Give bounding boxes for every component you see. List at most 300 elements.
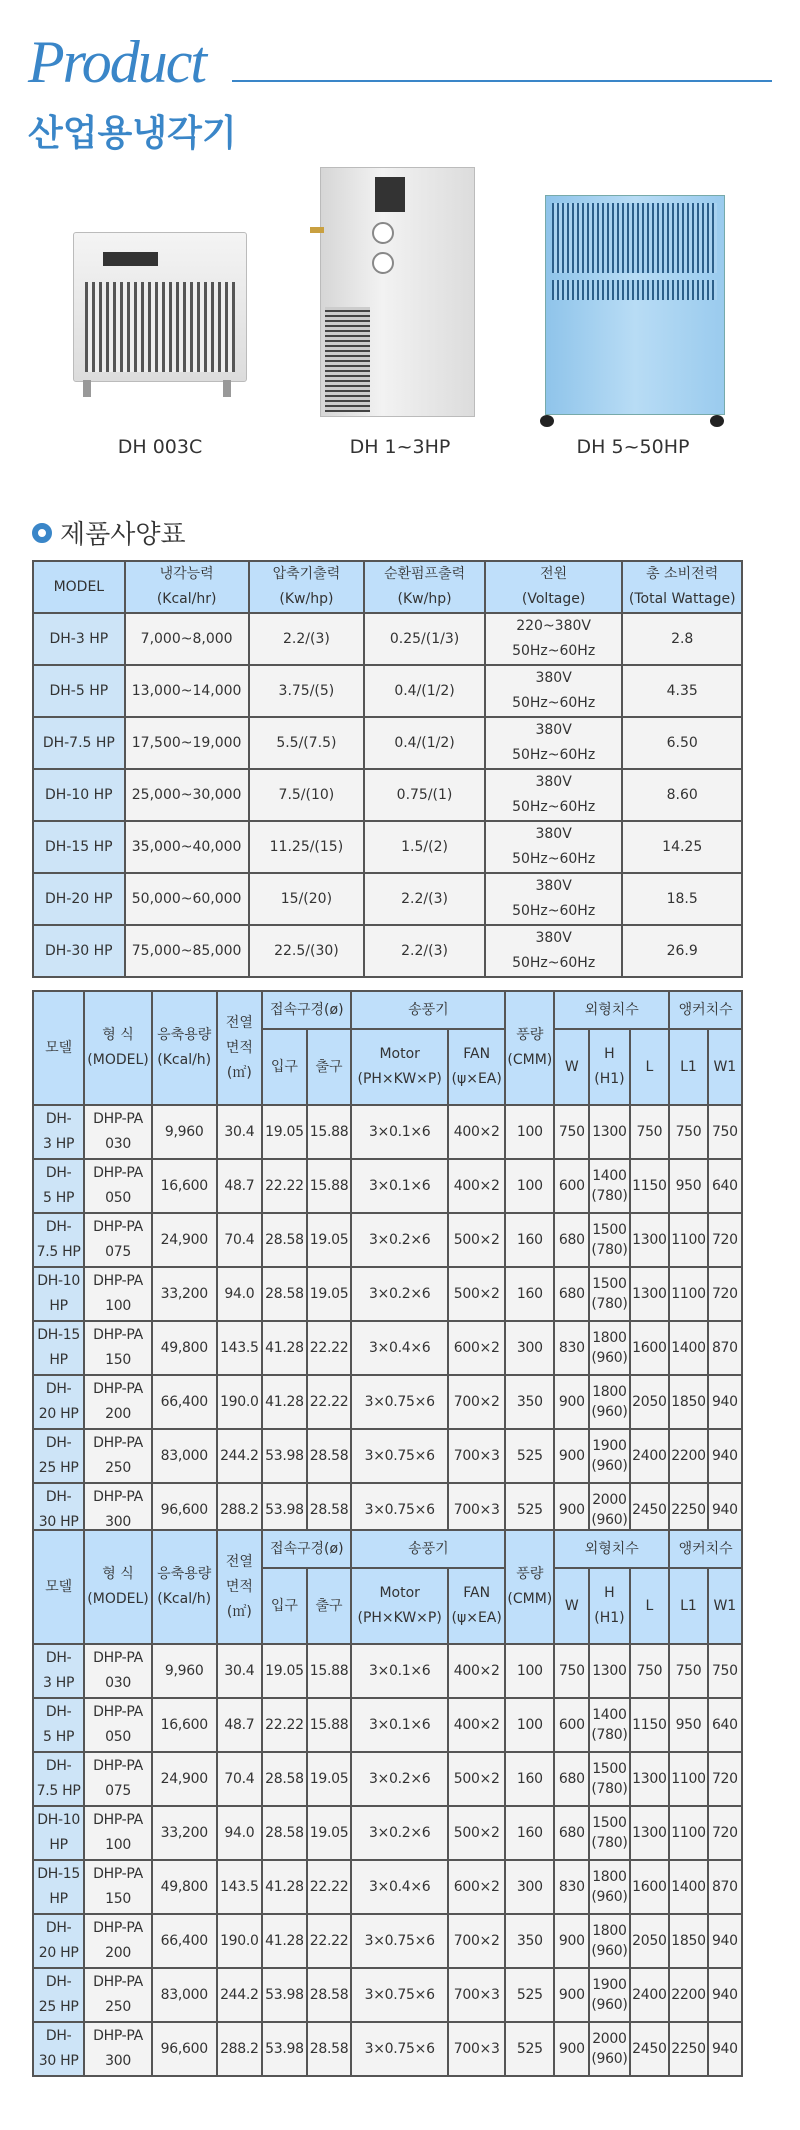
table-cell: 3×0.1×6 <box>351 1644 448 1698</box>
table-cell: 870 <box>708 1321 742 1375</box>
table-row <box>33 613 742 665</box>
header-h: H (H1) <box>589 1029 629 1105</box>
table-cell: 143.5 <box>217 1860 262 1914</box>
table-cell: 22.22 <box>307 1914 352 1968</box>
table-row <box>33 2022 742 2076</box>
table-cell: 28.58 <box>307 1483 352 1537</box>
table-cell: 1500 (780) <box>589 1267 629 1321</box>
table-cell: 900 <box>554 1968 589 2022</box>
header-condensing-capacity: 응축용량 (Kcal/h) <box>152 1530 217 1644</box>
table-cell: 4.35 <box>622 665 742 717</box>
table-row <box>33 1914 742 1968</box>
header-l1: L1 <box>669 1568 707 1644</box>
table-cell: 160 <box>505 1213 554 1267</box>
table-cell: 1400 (780) <box>589 1698 629 1752</box>
table-cell: 600×2 <box>448 1860 505 1914</box>
table-cell: 1100 <box>669 1267 707 1321</box>
table-cell: 1300 <box>589 1644 629 1698</box>
header-motor: Motor (PH×KW×P) <box>351 1568 448 1644</box>
table-cell: DHP-PA 200 <box>84 1914 152 1968</box>
table-cell: 19.05 <box>307 1806 352 1860</box>
table-cell: 3.75/(5) <box>249 665 365 717</box>
table-cell: 350 <box>505 1914 554 1968</box>
table-cell: 28.58 <box>307 1429 352 1483</box>
table-cell: 83,000 <box>152 1968 217 2022</box>
table-cell: 100 <box>505 1159 554 1213</box>
header-inlet: 입구 <box>262 1029 307 1105</box>
table-cell: 700×3 <box>448 1968 505 2022</box>
table-row <box>33 1321 742 1375</box>
table1-header: 전원 (Voltage) <box>485 561 623 613</box>
section-title: 제품사양표 <box>60 520 186 550</box>
table-cell: DHP-PA 200 <box>84 1375 152 1429</box>
table-cell: DH-10 HP <box>33 769 125 821</box>
table-cell: 53.98 <box>262 2022 307 2076</box>
header-type: 형 식 (MODEL) <box>84 1530 152 1644</box>
table-cell: 720 <box>708 1213 742 1267</box>
table-cell: 2200 <box>669 1968 707 2022</box>
header-pipe-diameter: 접속구경(ø) <box>262 1530 351 1568</box>
table-row <box>33 1698 742 1752</box>
table-cell: 16,600 <box>152 1698 217 1752</box>
table-cell: 160 <box>505 1267 554 1321</box>
table-cell: 94.0 <box>217 1806 262 1860</box>
page-subtitle: 산업용냉각기 <box>28 113 237 154</box>
table-cell: 3×0.1×6 <box>351 1159 448 1213</box>
table-cell: DH- 25 HP <box>33 1429 84 1483</box>
table-cell: DHP-PA 250 <box>84 1429 152 1483</box>
table-cell: DH-15 HP <box>33 1860 84 1914</box>
table-row <box>33 1806 742 1860</box>
table-cell: 1300 <box>589 1105 629 1159</box>
header-condensing-capacity: 응축용량 (Kcal/h) <box>152 991 217 1105</box>
table1-header: 총 소비전력 (Total Wattage) <box>622 561 742 613</box>
table-cell: 2000 (960) <box>589 2022 629 2076</box>
table-cell: 700×3 <box>448 2022 505 2076</box>
table-cell: 100 <box>505 1644 554 1698</box>
table-cell: 66,400 <box>152 1914 217 1968</box>
table-cell: 750 <box>630 1644 670 1698</box>
table-cell: 26.9 <box>622 925 742 977</box>
table-cell: 380V 50Hz~60Hz <box>485 769 623 821</box>
table-cell: 680 <box>554 1267 589 1321</box>
table-cell: DH- 30 HP <box>33 2022 84 2076</box>
table-cell: 94.0 <box>217 1267 262 1321</box>
table-cell: 288.2 <box>217 1483 262 1537</box>
table-cell: 750 <box>554 1644 589 1698</box>
table-cell: 2.2/(3) <box>249 613 365 665</box>
table-row <box>33 821 742 873</box>
table-cell: 160 <box>505 1806 554 1860</box>
table-cell: 700×3 <box>448 1429 505 1483</box>
header-air-volume: 풍량 (CMM) <box>505 991 554 1105</box>
table-cell: DH- 3 HP <box>33 1644 84 1698</box>
table-cell: DH- 5 HP <box>33 1698 84 1752</box>
table-cell: 2250 <box>669 1483 707 1537</box>
table-row <box>33 769 742 821</box>
table-cell: 28.58 <box>262 1752 307 1806</box>
table-cell: DHP-PA 050 <box>84 1698 152 1752</box>
table-cell: 160 <box>505 1752 554 1806</box>
table-cell: 2400 <box>630 1429 670 1483</box>
table-cell: 28.58 <box>262 1213 307 1267</box>
table-row <box>33 1860 742 1914</box>
table-cell: 17,500~19,000 <box>125 717 249 769</box>
table-cell: 48.7 <box>217 1159 262 1213</box>
table-cell: DH-5 HP <box>33 665 125 717</box>
product-label: DH 1~3HP <box>349 436 451 458</box>
table-cell: DH- 5 HP <box>33 1159 84 1213</box>
header-outlet: 출구 <box>307 1568 352 1644</box>
table-cell: 1500 (780) <box>589 1806 629 1860</box>
header-h: H (H1) <box>589 1568 629 1644</box>
table-row <box>33 717 742 769</box>
table-cell: 41.28 <box>262 1860 307 1914</box>
table-cell: 900 <box>554 1375 589 1429</box>
table-cell: 49,800 <box>152 1321 217 1375</box>
table-cell: 525 <box>505 1968 554 2022</box>
table-cell: 3×0.75×6 <box>351 1375 448 1429</box>
table-cell: 96,600 <box>152 2022 217 2076</box>
table-cell: 900 <box>554 2022 589 2076</box>
table-cell: 680 <box>554 1752 589 1806</box>
header-model: 모델 <box>33 1530 84 1644</box>
table-cell: DHP-PA 030 <box>84 1644 152 1698</box>
table-cell: 640 <box>708 1159 742 1213</box>
table1-header: MODEL <box>33 561 125 613</box>
table-cell: 1150 <box>630 1159 670 1213</box>
table-cell: 1850 <box>669 1914 707 1968</box>
table-cell: 3×0.2×6 <box>351 1752 448 1806</box>
table-cell: 2050 <box>630 1914 670 1968</box>
table-cell: DH-10 HP <box>33 1267 84 1321</box>
table-cell: DHP-PA 300 <box>84 1483 152 1537</box>
table-cell: 3×0.2×6 <box>351 1267 448 1321</box>
table-cell: 0.4/(1/2) <box>364 717 485 769</box>
table-cell: 870 <box>708 1860 742 1914</box>
header-fan-ea: FAN (ψ×EA) <box>448 1568 505 1644</box>
table-cell: 1300 <box>630 1806 670 1860</box>
table-cell: 15.88 <box>307 1698 352 1752</box>
table-cell: 2.2/(3) <box>364 873 485 925</box>
table-cell: 53.98 <box>262 1968 307 2022</box>
product-label: DH 003C <box>117 436 203 458</box>
table-cell: 19.05 <box>307 1752 352 1806</box>
table-cell: 400×2 <box>448 1159 505 1213</box>
table-cell: 13,000~14,000 <box>125 665 249 717</box>
table-cell: 24,900 <box>152 1752 217 1806</box>
header-l: L <box>630 1568 670 1644</box>
table-cell: DHP-PA 250 <box>84 1968 152 2022</box>
table-cell: 1600 <box>630 1321 670 1375</box>
header-inlet: 입구 <box>262 1568 307 1644</box>
table-cell: 22.22 <box>307 1860 352 1914</box>
table-cell: 70.4 <box>217 1213 262 1267</box>
table-cell: DHP-PA 075 <box>84 1213 152 1267</box>
table-cell: 1100 <box>669 1752 707 1806</box>
product-image-dh003c <box>73 222 247 397</box>
table-cell: 720 <box>708 1267 742 1321</box>
table-cell: DH-7.5 HP <box>33 717 125 769</box>
table-cell: 75,000~85,000 <box>125 925 249 977</box>
table-cell: DH-15 HP <box>33 821 125 873</box>
table-row <box>33 665 742 717</box>
table-cell: 830 <box>554 1321 589 1375</box>
spec-table-1 <box>32 560 743 978</box>
header-l1: L1 <box>669 1029 707 1105</box>
table-cell: 1.5/(2) <box>364 821 485 873</box>
table-cell: 7.5/(10) <box>249 769 365 821</box>
table-cell: DHP-PA 030 <box>84 1105 152 1159</box>
header-w: W <box>554 1029 589 1105</box>
table-cell: 400×2 <box>448 1105 505 1159</box>
table-cell: 0.4/(1/2) <box>364 665 485 717</box>
header-fan-ea: FAN (ψ×EA) <box>448 1029 505 1105</box>
table-cell: 1800 (960) <box>589 1375 629 1429</box>
table-cell: 8.60 <box>622 769 742 821</box>
table-cell: 400×2 <box>448 1644 505 1698</box>
table-cell: 3×0.4×6 <box>351 1860 448 1914</box>
table-cell: 2.8 <box>622 613 742 665</box>
table-cell: 1100 <box>669 1213 707 1267</box>
table-cell: 50,000~60,000 <box>125 873 249 925</box>
table-cell: 380V 50Hz~60Hz <box>485 821 623 873</box>
table-cell: 190.0 <box>217 1375 262 1429</box>
table-cell: 1900 (960) <box>589 1968 629 2022</box>
section-heading <box>32 514 186 551</box>
table-cell: 2200 <box>669 1429 707 1483</box>
header-model: 모델 <box>33 991 84 1105</box>
header-heat-transfer-area: 전열 면적 (㎡) <box>217 1530 262 1644</box>
table-cell: DHP-PA 150 <box>84 1860 152 1914</box>
table-cell: 640 <box>708 1698 742 1752</box>
table-cell: 244.2 <box>217 1429 262 1483</box>
header-outlet: 출구 <box>307 1029 352 1105</box>
header-l: L <box>630 1029 670 1105</box>
table-cell: 9,960 <box>152 1105 217 1159</box>
table-cell: DHP-PA 050 <box>84 1159 152 1213</box>
table-cell: 1600 <box>630 1860 670 1914</box>
header-dimensions: 외형치수 <box>554 991 669 1029</box>
table-cell: 22.22 <box>262 1159 307 1213</box>
table-cell: 33,200 <box>152 1806 217 1860</box>
table-cell: 1500 (780) <box>589 1213 629 1267</box>
table-cell: 940 <box>708 1968 742 2022</box>
table-cell: 3×0.2×6 <box>351 1806 448 1860</box>
table-cell: 143.5 <box>217 1321 262 1375</box>
table-cell: 3×0.2×6 <box>351 1213 448 1267</box>
table-cell: 3×0.75×6 <box>351 1429 448 1483</box>
table-cell: 940 <box>708 2022 742 2076</box>
title-divider <box>232 80 772 82</box>
table-cell: 680 <box>554 1806 589 1860</box>
table-cell: 100 <box>505 1105 554 1159</box>
table-cell: 2.2/(3) <box>364 925 485 977</box>
table-row <box>33 1968 742 2022</box>
spec-table-3 <box>32 1529 743 2077</box>
table-cell: DH- 25 HP <box>33 1968 84 2022</box>
header-fan: 송풍기 <box>351 1530 505 1568</box>
table-cell: 190.0 <box>217 1914 262 1968</box>
table-cell: 2050 <box>630 1375 670 1429</box>
table-cell: 6.50 <box>622 717 742 769</box>
product-image-dh5-50hp <box>540 195 733 427</box>
table-cell: 700×2 <box>448 1914 505 1968</box>
table-cell: DHP-PA 100 <box>84 1806 152 1860</box>
header-anchor: 앵커치수 <box>669 991 742 1029</box>
table-cell: 525 <box>505 1429 554 1483</box>
table-cell: DH- 20 HP <box>33 1914 84 1968</box>
table-cell: 1500 (780) <box>589 1752 629 1806</box>
table-cell: 11.25/(15) <box>249 821 365 873</box>
table-cell: 1900 (960) <box>589 1429 629 1483</box>
header-motor: Motor (PH×KW×P) <box>351 1029 448 1105</box>
table-cell: 1100 <box>669 1806 707 1860</box>
table1-header: 냉각능력 (Kcal/hr) <box>125 561 249 613</box>
table-row <box>33 1375 742 1429</box>
table-cell: 49,800 <box>152 1860 217 1914</box>
table-cell: 25,000~30,000 <box>125 769 249 821</box>
table-cell: 28.58 <box>262 1806 307 1860</box>
table-cell: 15.88 <box>307 1159 352 1213</box>
table-cell: 19.05 <box>262 1105 307 1159</box>
table-cell: 22.22 <box>307 1321 352 1375</box>
table-cell: 18.5 <box>622 873 742 925</box>
table-cell: 22.22 <box>307 1375 352 1429</box>
table-cell: DHP-PA 150 <box>84 1321 152 1375</box>
table-cell: 720 <box>708 1752 742 1806</box>
table-cell: 244.2 <box>217 1968 262 2022</box>
table-cell: 400×2 <box>448 1698 505 1752</box>
page-title: Product <box>28 29 206 95</box>
table-cell: 53.98 <box>262 1483 307 1537</box>
table-cell: 1300 <box>630 1267 670 1321</box>
header-w1: W1 <box>708 1029 742 1105</box>
header-heat-transfer-area: 전열 면적 (㎡) <box>217 991 262 1105</box>
table-cell: 0.25/(1/3) <box>364 613 485 665</box>
table-cell: 350 <box>505 1375 554 1429</box>
table-cell: DHP-PA 075 <box>84 1752 152 1806</box>
table-cell: 1850 <box>669 1375 707 1429</box>
table-cell: 1150 <box>630 1698 670 1752</box>
header-pipe-diameter: 접속구경(ø) <box>262 991 351 1029</box>
table-cell: 500×2 <box>448 1213 505 1267</box>
table-cell: 600×2 <box>448 1321 505 1375</box>
table-cell: 2400 <box>630 1968 670 2022</box>
header-fan: 송풍기 <box>351 991 505 1029</box>
product-image-dh1-3hp <box>310 167 480 420</box>
table-cell: 750 <box>554 1105 589 1159</box>
table-cell: 3×0.75×6 <box>351 1914 448 1968</box>
table-cell: 2000 (960) <box>589 1483 629 1537</box>
table-row <box>33 1644 742 1698</box>
table-cell: DH- 30 HP <box>33 1483 84 1537</box>
table-cell: 220~380V 50Hz~60Hz <box>485 613 623 665</box>
table-cell: DH- 7.5 HP <box>33 1213 84 1267</box>
table-cell: DH- 3 HP <box>33 1105 84 1159</box>
product-label: DH 5~50HP <box>576 436 690 458</box>
table-cell: 940 <box>708 1375 742 1429</box>
table-cell: 35,000~40,000 <box>125 821 249 873</box>
table-cell: 3×0.4×6 <box>351 1321 448 1375</box>
table-cell: 600 <box>554 1698 589 1752</box>
table-cell: 16,600 <box>152 1159 217 1213</box>
table-cell: 525 <box>505 2022 554 2076</box>
table-cell: 15/(20) <box>249 873 365 925</box>
table-cell: 2250 <box>669 2022 707 2076</box>
table-cell: 3×0.1×6 <box>351 1105 448 1159</box>
table-cell: 900 <box>554 1429 589 1483</box>
table-cell: 22.5/(30) <box>249 925 365 977</box>
table-cell: 19.05 <box>307 1213 352 1267</box>
table-cell: 48.7 <box>217 1698 262 1752</box>
table-cell: 750 <box>669 1105 707 1159</box>
table-cell: 500×2 <box>448 1806 505 1860</box>
table-row <box>33 873 742 925</box>
spec-table-2 <box>32 990 743 1538</box>
circle-bullet-icon <box>32 523 52 543</box>
table-cell: 720 <box>708 1806 742 1860</box>
table-cell: 1300 <box>630 1213 670 1267</box>
table-cell: 28.58 <box>262 1267 307 1321</box>
table-cell: 41.28 <box>262 1914 307 1968</box>
table-cell: 525 <box>505 1483 554 1537</box>
table-cell: 700×2 <box>448 1375 505 1429</box>
header-type: 형 식 (MODEL) <box>84 991 152 1105</box>
table-cell: 66,400 <box>152 1375 217 1429</box>
header-w1: W1 <box>708 1568 742 1644</box>
table-cell: 5.5/(7.5) <box>249 717 365 769</box>
table-cell: 300 <box>505 1860 554 1914</box>
table-cell: 300 <box>505 1321 554 1375</box>
table-cell: 0.75/(1) <box>364 769 485 821</box>
table-cell: 940 <box>708 1914 742 1968</box>
table-cell: 2450 <box>630 2022 670 2076</box>
table-cell: 1400 <box>669 1321 707 1375</box>
table-row <box>33 1213 742 1267</box>
table-cell: 70.4 <box>217 1752 262 1806</box>
table-cell: 100 <box>505 1698 554 1752</box>
table-cell: DHP-PA 300 <box>84 2022 152 2076</box>
table-cell: 380V 50Hz~60Hz <box>485 717 623 769</box>
table-cell: 750 <box>708 1105 742 1159</box>
table-cell: 600 <box>554 1159 589 1213</box>
table-cell: 28.58 <box>307 2022 352 2076</box>
table-cell: 1800 (960) <box>589 1860 629 1914</box>
header-w: W <box>554 1568 589 1644</box>
table-cell: 96,600 <box>152 1483 217 1537</box>
table-cell: DH-30 HP <box>33 925 125 977</box>
table-cell: 1400 <box>669 1860 707 1914</box>
table-cell: 900 <box>554 1483 589 1537</box>
header-anchor: 앵커치수 <box>669 1530 742 1568</box>
table-cell: 41.28 <box>262 1375 307 1429</box>
table-cell: 950 <box>669 1698 707 1752</box>
table1-header: 압축기출력 (Kw/hp) <box>249 561 365 613</box>
table-cell: DH-15 HP <box>33 1321 84 1375</box>
table-cell: 28.58 <box>307 1968 352 2022</box>
header-dimensions: 외형치수 <box>554 1530 669 1568</box>
header-air-volume: 풍량 (CMM) <box>505 1530 554 1644</box>
table-cell: 680 <box>554 1213 589 1267</box>
table-cell: 940 <box>708 1429 742 1483</box>
table-cell: 22.22 <box>262 1698 307 1752</box>
table-cell: 288.2 <box>217 2022 262 2076</box>
table-cell: 900 <box>554 1914 589 1968</box>
table-cell: 1300 <box>630 1752 670 1806</box>
table-cell: 500×2 <box>448 1752 505 1806</box>
table-cell: 700×3 <box>448 1483 505 1537</box>
